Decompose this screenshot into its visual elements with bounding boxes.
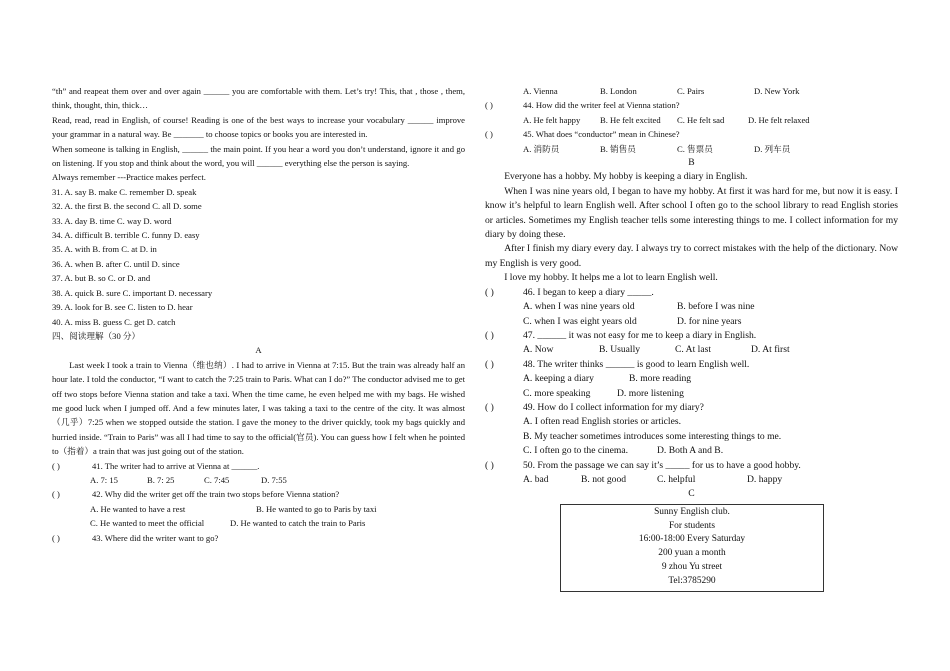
- passage-b-paragraph: I love my hobby. It helps me a lot to learn English well.: [504, 272, 718, 284]
- notice-line: Tel:3785290: [668, 575, 716, 586]
- option: D. He felt relaxed: [748, 114, 810, 125]
- question-48: [485, 358, 898, 372]
- question-41: [52, 459, 465, 473]
- question-49-options: [485, 444, 898, 458]
- passage-b-paragraph: After I finish my diary every day. I always try to correct mistakes with the help of the dictionary. Now my English is very good.: [485, 243, 898, 269]
- passage-a-label: A: [255, 345, 262, 356]
- answer-blank[interactable]: ( ): [485, 459, 494, 471]
- question-48-options: [485, 387, 898, 401]
- option: C. Pairs: [677, 86, 705, 96]
- question-47-options: [485, 343, 898, 357]
- question-text: 46. I began to keep a diary _____.: [523, 286, 654, 298]
- cloze-option-line: 38. A. quick B. sure C. important D. necessary: [52, 287, 213, 298]
- question-text: 43. Where did the writer want to go?: [92, 532, 219, 543]
- question-43-options: [485, 84, 898, 98]
- notice-line: 16:00-18:00 Every Saturday: [638, 534, 746, 545]
- option: C. 7:45: [204, 474, 230, 485]
- answer-blank[interactable]: ( ): [52, 489, 60, 500]
- question-46-options: [485, 315, 898, 329]
- question-text: 45. What does “conductor” mean in Chinese?: [523, 129, 680, 140]
- cloze-option-line: 40. A. miss B. guess C. get D. catch: [52, 316, 176, 327]
- option: A. 7: 15: [90, 474, 118, 485]
- option: A. He wanted to have a rest: [90, 503, 186, 514]
- answer-blank[interactable]: ( ): [485, 329, 494, 341]
- question-text: 49. How do I collect information for my diary?: [523, 401, 704, 413]
- question-46-options: [485, 300, 898, 314]
- question-50: [485, 459, 898, 473]
- question-text: 50. From the passage we can say it’s _____ for us to have a good hobby.: [523, 459, 801, 471]
- option: B. not good: [581, 473, 627, 485]
- cloze-option-line: 34. A. difficult B. terrible C. funny D. easy: [52, 230, 200, 241]
- option: C. He felt sad: [677, 114, 725, 125]
- answer-blank[interactable]: ( ): [52, 460, 60, 471]
- option: D. for nine years: [677, 315, 742, 327]
- cloze-paragraph: Read, read, read in English, of course! Reading is one of the best ways to increase your vocabulary ______ improve your grammar in a natural way. Be _______ to choose topics or books you are interested in.: [52, 114, 465, 140]
- option: B. He wanted to go to Paris by taxi: [256, 503, 377, 514]
- question-45: [485, 127, 898, 141]
- option: A. Now: [523, 344, 554, 356]
- question-text: 42. Why did the writer get off the train two stops before Vienna station?: [92, 489, 340, 500]
- option: A. keeping a diary: [523, 373, 594, 385]
- question-42-options: [52, 516, 465, 530]
- option: D. 列车员: [754, 143, 791, 154]
- option: C. I often go to the cinema.: [523, 445, 628, 457]
- cloze-paragraph: Always remember ---Practice makes perfect.: [52, 172, 206, 183]
- answer-blank[interactable]: ( ): [52, 532, 60, 543]
- passage-c-label: C: [688, 488, 695, 500]
- option: D. Both A and B.: [657, 445, 724, 457]
- option: C. 售票员: [677, 143, 713, 154]
- question-49-option: A. I often read English stories or articles.: [523, 416, 681, 428]
- right-column: [485, 84, 898, 592]
- question-text: 47. ______ it was not easy for me to keep a diary in English.: [523, 329, 757, 341]
- option: A. He felt happy: [523, 114, 581, 125]
- cloze-options-list: [52, 185, 465, 329]
- cloze-option-line: 31. A. say B. make C. remember D. speak: [52, 186, 197, 197]
- option: D. more listening: [617, 387, 684, 399]
- answer-blank[interactable]: ( ): [485, 401, 494, 413]
- answer-blank[interactable]: ( ): [485, 100, 493, 111]
- passage-a-text: Last week I took a train to Vienna（维也纳）. I had to arrive in Vienna at 7:15. But the train was already half an hour late. I told the conductor, “I want to catch the 7:25 train to Paris. What can I do?” The conductor advised me to get off two stops before Vienna station and take a taxi. When the time came, he even helped me with my bags. He wished me good luck when I jumped off. And a few minutes later, I was taking a taxi to the centre of the city. It was almost（几乎）7:25 when we stopped outside the station. I gave the money to the driver quickly, took my bags quickly and hurried inside. “Train to Paris” was all I had time to say to the official(官员). You can guess how I felt when he pointed to（指着）a train that was just going out of the station.: [52, 359, 465, 457]
- cloze-option-line: 35. A. with B. from C. at D. in: [52, 244, 157, 255]
- question-text: 41. The writer had to arrive at Vienna at ______.: [92, 460, 260, 471]
- question-45-options: [485, 142, 898, 156]
- option: D. He wanted to catch the train to Paris: [230, 518, 366, 529]
- question-48-options: [485, 372, 898, 386]
- question-46: [485, 286, 898, 300]
- question-42: [52, 487, 465, 501]
- cloze-option-line: 32. A. the first B. the second C. all D. some: [52, 201, 202, 212]
- cloze-option-line: 33. A. day B. time C. way D. word: [52, 215, 172, 226]
- option: B. before I was nine: [677, 301, 755, 313]
- section-heading: 四、阅读理解（30 分）: [52, 330, 141, 341]
- cloze-paragraph: When someone is talking in English, ______ the main point. If you hear a word you don’t understand, ignore it and go on listening. If you stop and think about the word, you will ______ everything else the person is saying.: [52, 143, 465, 169]
- question-text: 44. How did the writer feel at Vienna station?: [523, 100, 680, 111]
- answer-blank[interactable]: ( ): [485, 358, 494, 370]
- option: C. when I was eight years old: [523, 315, 637, 327]
- option: C. At last: [675, 344, 711, 356]
- option: B. 7: 25: [147, 474, 175, 485]
- option: D. 7:55: [261, 474, 287, 485]
- question-44-options: [485, 113, 898, 127]
- passage-b-paragraph: Everyone has a hobby. My hobby is keeping a diary in English.: [504, 171, 748, 183]
- notice-line: 9 zhou Yu street: [661, 561, 723, 572]
- question-41-options: [52, 473, 465, 487]
- cloze-option-line: 39. A. look for B. see C. listen to D. hear: [52, 302, 193, 313]
- question-49-option: B. My teacher sometimes introduces some interesting things to me.: [523, 430, 782, 442]
- option: D. happy: [747, 473, 783, 485]
- club-notice-box: [560, 504, 824, 592]
- notice-line: For students: [668, 520, 716, 531]
- question-43: [52, 531, 465, 545]
- cloze-option-line: 36. A. when B. after C. until D. since: [52, 258, 180, 269]
- notice-line: Sunny English club.: [654, 506, 730, 517]
- question-49: [485, 401, 898, 415]
- option: C. He wanted to meet the official: [90, 518, 205, 529]
- option: C. more speaking: [523, 387, 591, 399]
- option: B. more reading: [629, 373, 692, 385]
- question-42-options: [52, 502, 465, 516]
- question-50-options: [485, 473, 898, 487]
- option: A. bad: [523, 473, 549, 485]
- answer-blank[interactable]: ( ): [485, 286, 494, 298]
- option: A. 消防员: [523, 143, 560, 154]
- question-text: 48. The writer thinks ______ is good to learn English well.: [523, 358, 750, 370]
- option: C. helpful: [657, 473, 696, 485]
- cloze-option-line: 37. A. but B. so C. or D. and: [52, 273, 151, 284]
- option: A. Vienna: [523, 86, 558, 96]
- option: D. New York: [754, 86, 800, 96]
- left-column: [52, 84, 465, 545]
- option: B. London: [600, 86, 637, 96]
- passage-b-label: B: [688, 157, 695, 169]
- notice-line: 200 yuan a month: [658, 548, 726, 559]
- question-47: [485, 329, 898, 343]
- question-44: [485, 98, 898, 112]
- option: D. At first: [751, 344, 790, 356]
- answer-blank[interactable]: ( ): [485, 129, 493, 140]
- option: B. 销售员: [600, 143, 636, 154]
- option: B. He felt excited: [600, 114, 661, 125]
- option: B. Usually: [599, 344, 641, 356]
- passage-b-paragraph: When I was nine years old, I began to have my hobby. At first it was hard for me, but now it is easy. I know it’s helpful to learn English well. After school I often go to the school library to read English stories or articles. Sometimes my English teacher tells some interesting things to me. I collect information for my diary by doing these.: [485, 185, 898, 241]
- option: A. when I was nine years old: [523, 301, 635, 313]
- cloze-paragraph: “th” and reapeat them over and over again ______ you are comfortable with them. Let’s try! This, that , those , them, think, thought, thin, thick…: [52, 86, 465, 111]
